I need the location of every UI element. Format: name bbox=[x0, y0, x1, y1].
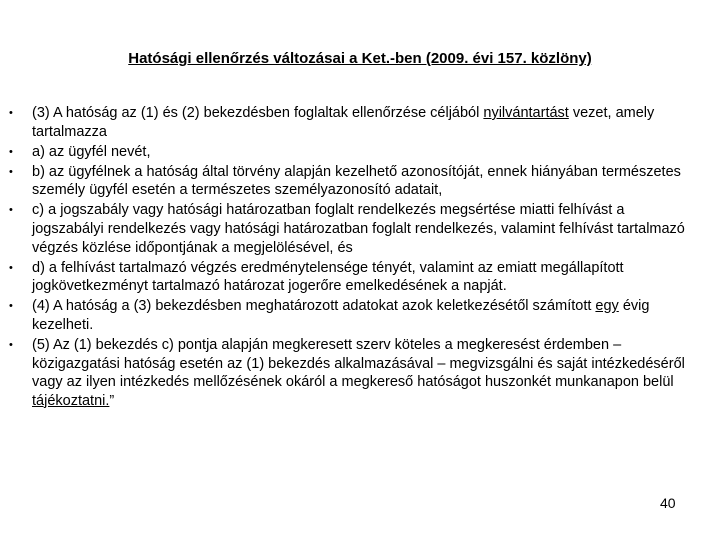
item-underlined-text: nyilvántartást bbox=[483, 105, 569, 121]
item-underlined-text: tájékoztatni. bbox=[32, 392, 110, 409]
list-item bbox=[9, 143, 690, 162]
item-text-after: ” bbox=[109, 392, 115, 409]
item-text: d) a felhívást tartalmazó végzés eredménytelensége tényét, valamint az emiatt megállapított jogkövetkezményt tartalmazó határozat jogerőre emelkedésének a napját. bbox=[32, 259, 624, 295]
bullet-icon: • bbox=[9, 145, 13, 158]
item-text: c) a jogszabály vagy hatósági határozatban foglalt rendelkezés megsértése miatti felhívást a jogszabályi rendelkezés vagy hatósági határozatban foglalt rendelkezés, valamint felhívást tartalmazó végzés közlése időpontjának a megjelölésével, és bbox=[32, 202, 685, 256]
item-text: b) az ügyfélnek a hatóság által törvény alapján kezelhető azonosítóját, ennek hiányában természetes személy ügyfél esetén a természetes személyazonosító adatait, bbox=[32, 163, 681, 199]
list-item bbox=[9, 336, 690, 410]
bullet-icon: • bbox=[9, 107, 13, 119]
item-text-after: vezet, amely tartalmazza bbox=[32, 105, 655, 140]
page-title: Hatósági ellenőrzés változásai a Ket.-ben (2009. évi 157. közlöny) bbox=[128, 50, 592, 67]
item-text: (3) A hatóság az (1) és (2) bekezdésben foglaltak ellenőrzése céljából bbox=[32, 105, 484, 121]
item-text-after: évig kezelheti. bbox=[32, 298, 650, 334]
bullet-icon: • bbox=[9, 165, 13, 178]
list-item bbox=[9, 201, 690, 257]
item-text: (4) A hatóság a (3) bekezdésben meghatározott adatokat azok keletkezésétől számított bbox=[32, 298, 596, 315]
item-underlined-text: egy bbox=[595, 298, 619, 315]
bullet-icon: • bbox=[9, 339, 13, 352]
list-item bbox=[9, 259, 690, 296]
item-text: a) az ügyfél nevét, bbox=[32, 143, 151, 160]
bullet-icon: • bbox=[9, 300, 13, 313]
bullet-icon: • bbox=[9, 261, 13, 274]
bullet-list bbox=[9, 104, 690, 412]
bullet-icon: • bbox=[9, 204, 13, 217]
list-item bbox=[9, 163, 690, 200]
page-number: 40 bbox=[660, 495, 676, 511]
list-item bbox=[9, 104, 690, 141]
item-text: (5) Az (1) bekezdés c) pontja alapján megkeresett szerv köteles a megkeresést érdemben – közigazgatási hatóság esetén az (1) bekezdés alkalmazásával – megvizsgálni és saját intézkedéséről vagy az ilyen intézkedés mellőzésének okáról a megkereső hatóságot huszonkét munkanapon belül bbox=[32, 337, 685, 391]
list-item bbox=[9, 297, 690, 334]
